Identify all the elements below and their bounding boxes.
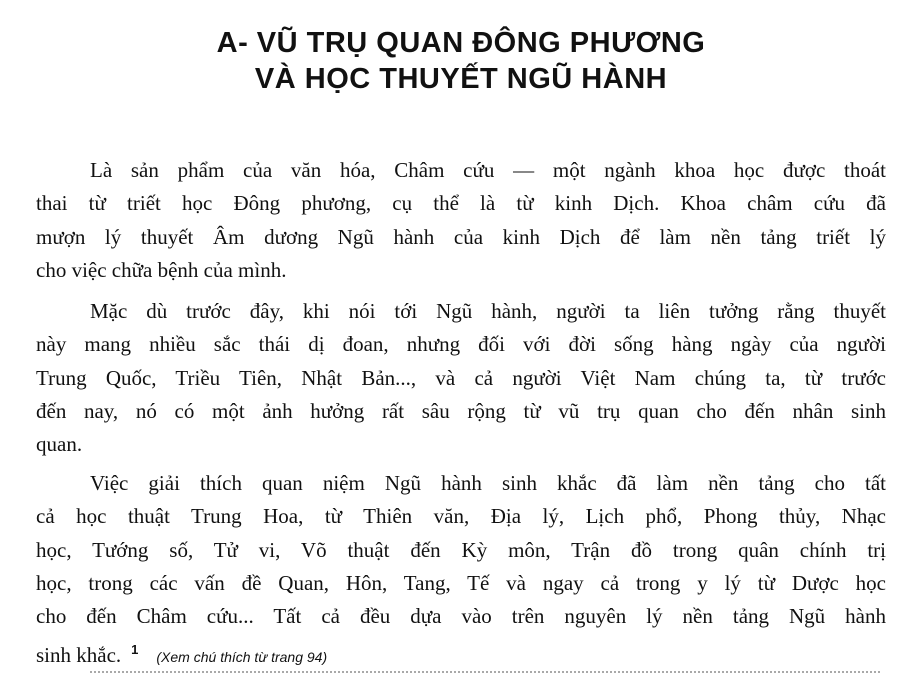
paragraph-line: Việc giải thích quan niệm Ngũ hành sinh khắc đã làm nền tảng cho tất (90, 471, 886, 495)
paragraph-line: Là sản phẩm của văn hóa, Châm cứu — một ngành khoa học được thoát (90, 158, 886, 182)
paragraph-line: cho việc chữa bệnh của mình. (36, 257, 287, 282)
paragraph-line: cho đến Châm cứu... Tất cả đều dựa vào trên nguyên lý nền tảng Ngũ hành (36, 604, 886, 629)
paragraph-line: mượn lý thuyết Âm dương Ngũ hành của kinh Dịch để làm nền tảng triết lý (36, 224, 886, 249)
footnote-reference-note: (Xem chú thích từ trang 94) (156, 649, 328, 666)
paragraph-line-text: sinh khắc. (36, 643, 122, 668)
paragraph-line: này mang nhiều sắc thái dị đoan, nhưng đối với đời sống hàng ngày của người (36, 332, 886, 357)
paragraph-line: học, trong các vấn đề Quan, Hôn, Tang, Tế và ngay cả trong y lý từ Dược học (36, 570, 886, 595)
paragraph-line: Mặc dù trước đây, khi nói tới Ngũ hành, người ta liên tưởng rằng thuyết (90, 299, 886, 323)
paragraph-line: Trung Quốc, Triều Tiên, Nhật Bản..., và cả người Việt Nam chúng ta, từ trước (36, 365, 886, 390)
paragraph-line: học, Tướng số, Tử vi, Võ thuật đến Kỳ môn, Trận đồ trong quân chính trị (36, 537, 886, 562)
paragraph-line: thai từ triết học Đông phương, cụ thể là từ kinh Dịch. Khoa châm cứu đã (36, 191, 886, 216)
footnote-marker: 1 (131, 642, 139, 658)
paragraph-1 (36, 154, 886, 287)
paragraph-line: cả học thuật Trung Hoa, từ Thiên văn, Địa lý, Lịch phổ, Phong thủy, Nhạc (36, 504, 886, 529)
cut-off-next-line (90, 660, 880, 676)
paragraph-2 (36, 295, 886, 461)
paragraph-line: đến nay, nó có một ảnh hưởng rất sâu rộng từ vũ trụ quan cho đến nhân sinh (36, 398, 886, 423)
paragraph-3 (36, 467, 886, 667)
chapter-title-line-1: A- VŨ TRỤ QUAN ĐÔNG PHƯƠNG (216, 27, 706, 59)
paragraph-line: quan. (36, 432, 83, 457)
chapter-title-line-2: VÀ HỌC THUYẾT NGŨ HÀNH (254, 63, 668, 95)
